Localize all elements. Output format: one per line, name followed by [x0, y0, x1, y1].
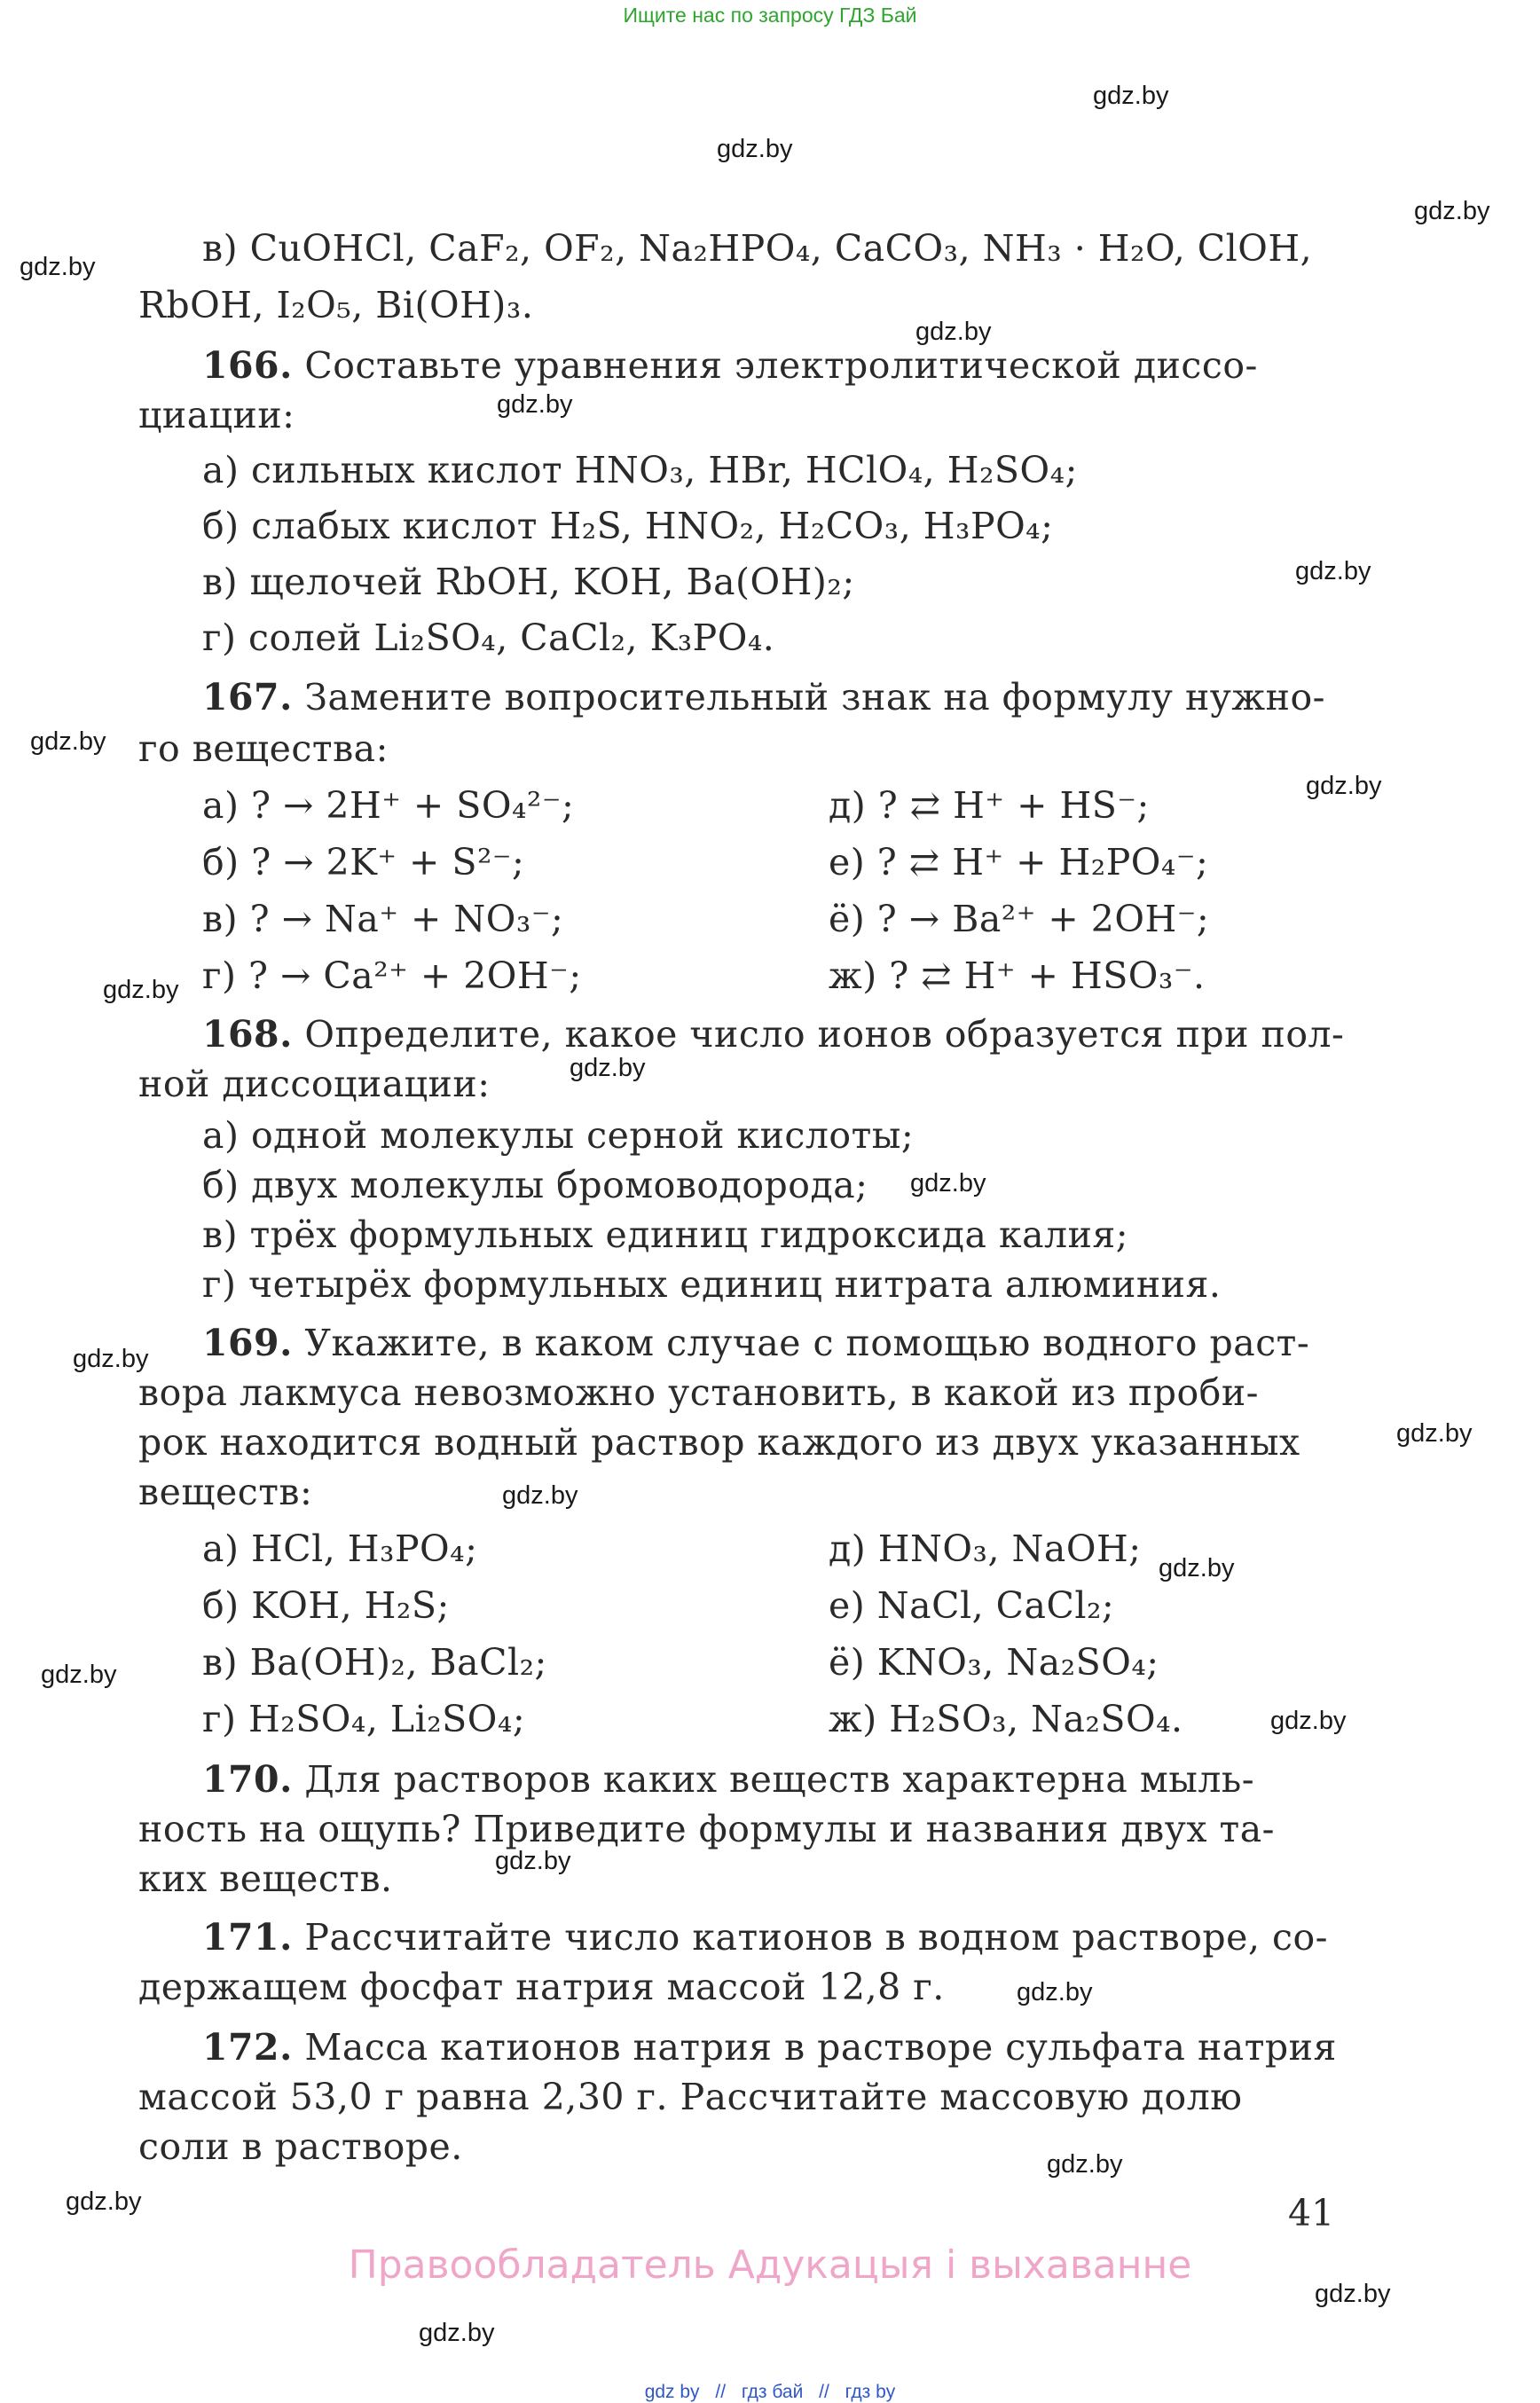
task-167-item-a: а) ? → 2H⁺ + SO₄²⁻; [202, 784, 575, 827]
watermark: gdz.by [1093, 82, 1169, 110]
task-169-intro [202, 1322, 1310, 1364]
task-169-intro-cont-3: веществ: [138, 1471, 313, 1513]
task-number: 167. [202, 676, 293, 719]
watermark: gdz.by [30, 727, 106, 756]
watermark: gdz.by [1396, 1419, 1473, 1448]
task-171-intro [202, 1916, 1329, 1959]
task-167-item-yo: ё) ? → Ba²⁺ + 2OH⁻; [829, 898, 1210, 940]
task-167-intro [202, 676, 1325, 719]
watermark: gdz.by [1270, 1707, 1347, 1735]
task-text: Составьте уравнения электролитической диссо- [304, 344, 1258, 387]
task-number: 169. [202, 1322, 293, 1364]
task-166-item-a: а) сильных кислот HNO₃, HBr, HClO₄, H₂SO₄; [202, 449, 1078, 491]
task-169-item-e: е) NaCl, CaCl₂; [829, 1584, 1115, 1627]
task-169-intro-cont-2: рок находится водный раствор каждого из двух указанных [138, 1421, 1300, 1464]
task-167-item-g: г) ? → Ca²⁺ + 2OH⁻; [202, 954, 582, 997]
task-167-item-zh: ж) ? ⇄ H⁺ + HSO₃⁻. [829, 954, 1206, 997]
task-165-v-line-2: RbOH, I₂O₅, Bi(OH)₃. [138, 284, 534, 326]
watermark: gdz.by [1315, 2280, 1391, 2308]
task-166-item-g: г) солей Li₂SO₄, CaCl₂, K₃PO₄. [202, 616, 775, 659]
copyright-notice: Правообладатель Адукацыя і выхаванне [348, 2242, 1192, 2288]
task-168-item-b: б) двух молекулы бромоводорода; [202, 1164, 868, 1206]
task-169-item-d: д) HNO₃, NaOH; [829, 1527, 1142, 1570]
footer-separator: // [715, 2382, 727, 2402]
task-number: 170. [202, 1758, 293, 1801]
watermark: gdz.by [717, 135, 793, 163]
watermark: gdz.by [41, 1661, 117, 1689]
task-168-intro-cont: ной диссоциации: [138, 1063, 491, 1105]
task-170-intro [202, 1758, 1255, 1801]
watermark: gdz.by [20, 253, 96, 281]
task-166-intro [202, 344, 1258, 387]
watermark: gdz.by [73, 1345, 149, 1373]
watermark: gdz.by [1159, 1554, 1235, 1582]
task-number: 172. [202, 2026, 293, 2069]
task-172-intro-cont-2: соли в растворе. [138, 2125, 463, 2168]
task-168-item-a: а) одной молекулы серной кислоты; [202, 1114, 915, 1157]
task-number: 166. [202, 344, 293, 387]
task-169-intro-cont-1: вора лакмуса невозможно установить, в какой из проби- [138, 1371, 1260, 1414]
watermark: gdz.by [570, 1054, 646, 1082]
footer-separator: // [819, 2382, 829, 2402]
watermark: gdz.by [66, 2187, 142, 2216]
task-169-item-b: б) KOH, H₂S; [202, 1584, 450, 1627]
task-168-item-g: г) четырёх формульных единиц нитрата алюминия. [202, 1263, 1222, 1306]
task-169-item-zh: ж) H₂SO₃, Na₂SO₄. [829, 1698, 1183, 1740]
task-text: Замените вопросительный знак на формулу нужно- [304, 676, 1325, 719]
task-171-intro-cont: держащем фосфат натрия массой 12,8 г. [138, 1966, 945, 2008]
watermark: gdz.by [1414, 197, 1490, 225]
task-168-intro [202, 1013, 1345, 1056]
task-169-item-a: а) HCl, H₃PO₄; [202, 1527, 478, 1570]
footer-link-gdz-by[interactable]: gdz by [644, 2382, 700, 2402]
watermark: gdz.by [915, 318, 992, 346]
task-168-item-v: в) трёх формульных единиц гидроксида калия; [202, 1213, 1129, 1256]
task-169-item-v: в) Ba(OH)₂, BaCl₂; [202, 1641, 547, 1684]
page-number: 41 [1288, 2192, 1335, 2234]
watermark: gdz.by [103, 976, 179, 1004]
task-text: Для растворов каких веществ характерна мыль- [304, 1758, 1255, 1801]
task-167-intro-cont: го вещества: [138, 727, 389, 770]
watermark: gdz.by [497, 390, 573, 419]
task-166-item-b: б) слабых кислот H₂S, HNO₂, H₂CO₃, H₃PO₄; [202, 505, 1054, 547]
footer-link-gdz-bai[interactable]: гдз бай [741, 2382, 804, 2402]
search-hint-header: Ищите нас по запросу ГДЗ Бай [623, 4, 917, 27]
task-167-item-b: б) ? → 2K⁺ + S²⁻; [202, 841, 525, 883]
task-text: Определите, какое число ионов образуется при пол- [304, 1013, 1345, 1056]
watermark: gdz.by [1017, 1978, 1093, 2006]
watermark: gdz.by [910, 1169, 986, 1198]
task-text: Рассчитайте число катионов в водном растворе, со- [304, 1916, 1329, 1959]
task-170-intro-cont-1: ность на ощупь? Приведите формулы и названия двух та- [138, 1808, 1276, 1850]
task-text: Укажите, в каком случае с помощью водного раст- [304, 1322, 1310, 1364]
task-text: Масса катионов натрия в растворе сульфата натрия [304, 2026, 1337, 2069]
task-172-intro-cont-1: массой 53,0 г равна 2,30 г. Рассчитайте массовую долю [138, 2076, 1243, 2118]
task-165-v-line-1: в) CuOHCl, CaF₂, OF₂, Na₂HPO₄, CaCO₃, NH₃ · H₂O, ClOH, [202, 227, 1313, 270]
task-number: 171. [202, 1916, 293, 1959]
watermark: gdz.by [1047, 2150, 1123, 2179]
watermark: gdz.by [419, 2319, 495, 2347]
task-167-item-e: е) ? ⇄ H⁺ + H₂PO₄⁻; [829, 841, 1209, 883]
task-number: 168. [202, 1013, 293, 1056]
watermark: gdz.by [495, 1847, 571, 1875]
watermark: gdz.by [502, 1481, 578, 1510]
task-169-item-yo: ё) KNO₃, Na₂SO₄; [829, 1641, 1159, 1684]
task-167-item-v: в) ? → Na⁺ + NO₃⁻; [202, 898, 564, 940]
watermark: gdz.by [1295, 557, 1371, 585]
footer-links [0, 2382, 1540, 2403]
task-167-item-d: д) ? ⇄ H⁺ + HS⁻; [829, 784, 1150, 827]
task-166-intro-cont: циации: [138, 394, 295, 436]
watermark: gdz.by [1306, 772, 1382, 800]
task-172-intro [202, 2026, 1337, 2069]
task-166-item-v: в) щелочей RbOH, KOH, Ba(OH)₂; [202, 561, 855, 603]
task-169-item-g: г) H₂SO₄, Li₂SO₄; [202, 1698, 526, 1740]
task-170-intro-cont-2: ких веществ. [138, 1857, 393, 1900]
footer-link-gdz-by-ru[interactable]: гдз by [845, 2382, 896, 2402]
